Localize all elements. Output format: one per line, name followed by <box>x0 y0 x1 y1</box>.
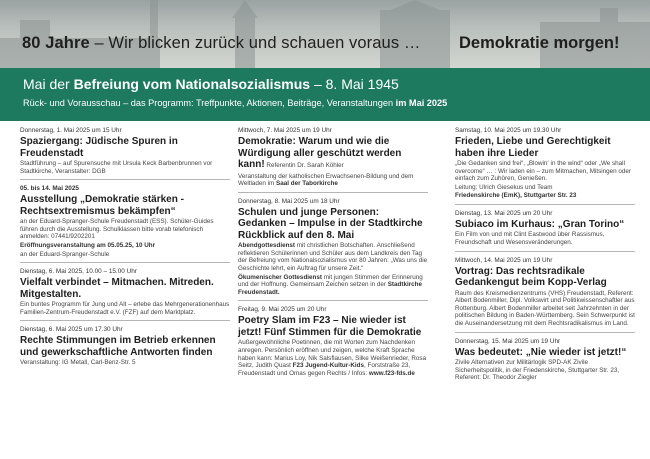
event-title: Vortrag: Das rechtsradikale Gedankengut beim Kopp-Verlag <box>455 265 607 289</box>
event-item <box>20 268 230 321</box>
event-description-text: mit christlichen Botschaften. Anschließend reflektieren Schülerinnen und Schüler aus dem Landkreis den Tag der Befreiung vom Nationalsozialismus vor 80 Jahren: „Was uns die Geschichte lehrt, ein Auftrag für unsere Zeit.“ <box>238 242 428 272</box>
event-location: Saal der Taborkirche <box>276 180 338 188</box>
band-headline-bold: Befreiung vom Nationalsozialismus <box>73 76 311 92</box>
event-description-bold: Abendgottesdienst <box>238 242 296 250</box>
event-title <box>238 136 428 172</box>
event-date: Dienstag, 13. Mai 2025 um 20 Uhr <box>455 209 553 217</box>
event-item <box>20 185 230 263</box>
event-item <box>455 210 635 252</box>
event-date: Donnerstag, 1. Mai 2025 um 15 Uhr <box>20 127 122 134</box>
event-description: Ein Film von und mit Clint Eastwood über Rassismus, Freundschaft und Wesensveränderungen. <box>455 231 605 247</box>
event-description <box>238 339 428 377</box>
band-subheadline <box>23 98 447 108</box>
event-date: Freitag, 9. Mai 2025 um 20 Uhr <box>238 306 327 314</box>
hero-banner <box>0 0 650 68</box>
event-description: Ein buntes Programm für Jung und Alt – erlebe das Mehrgenerationenhaus Familien-Zentrum-Freudenstadt e.V. (FZF) auf dem Marktplatz. <box>20 301 230 316</box>
event-item <box>20 326 230 371</box>
event-leader: Leitung: Ulrich Giesekus und Team <box>455 183 553 191</box>
event-location: an der Eduard-Spranger-Schule <box>20 250 110 258</box>
header-band <box>0 68 650 121</box>
band-subheadline-pre: Rück- und Vorausschau – das Programm: Treffpunkte, Aktionen, Beiträge, Veranstaltungen <box>23 98 396 108</box>
event-title: Was bedeutet: „Nie wieder ist jetzt!“ <box>455 346 627 358</box>
event-description: Stadtführung – auf Spurensuche mit Ursula Keck Barbenbrunnen vor Stadtkirche, Veranstalter: DGB <box>20 160 213 175</box>
event-description-text: Veranstaltung der katholischen Erwachsenen-Bildung und dem Weltladen im <box>238 172 414 188</box>
event-description <box>238 242 428 272</box>
event-description <box>238 173 428 188</box>
event-description: Raum des Kreismedienzentrums (VHS) Freudenstadt, Referent: Albert Bodenmiller, Dipl. Volkswirt und Politikwissenschaftler aus Rottenburg. Albert Bodenmiller arbeitet seit Jahrzehnten in der politischen Bildung in Baden-Württemberg. Sein Schwerpunkt ist die Auseinandersetzung mit dem Rechtsradikalismus im Land. <box>455 289 635 328</box>
event-item <box>455 257 635 333</box>
event-title: Poetry Slam im F23 – Nie wieder ist jetzt! Fünf Stimmen für die Demokratie <box>238 315 422 338</box>
event-date: Mittwoch, 7. Mai 2025 um 19 Uhr <box>238 127 332 134</box>
event-item <box>455 127 635 205</box>
band-headline-pre: Mai der <box>23 76 74 92</box>
event-title: Frieden, Liebe und Gerechtigkeit haben ihre Lieder <box>455 136 611 159</box>
event-description-text: mit jungen Stimmen der Erinnerung und der Hoffnung. Gemeinsam Zeichen setzen in der <box>238 273 423 289</box>
event-title: Schulen und junge Personen: Gedanken – Impulse in der Stadtkirche Rückblick auf den 8. Mai <box>238 206 423 241</box>
event-description: an der Eduard-Spranger-Schule Freudenstadt (ESS). Schüler-Guides führen durch die Ausstellung. Schulklassen bitte vorab telefonisch anmelden: 07441/9202201 <box>20 218 214 241</box>
hero-title-rest: – Wir blicken zurück und schauen voraus … <box>89 34 421 52</box>
program-column-1 <box>20 127 230 376</box>
event-description: Veranstaltung: IG Metall, Carl-Benz-Str. 5 <box>20 359 136 367</box>
event-date: Donnerstag, 15. Mai 2025 um 19 Uhr <box>455 337 561 345</box>
program-column-2 <box>238 127 428 386</box>
event-description: Zivile Alternativen zur Militärlogik SPD-AK Zivile Sicherheitspolitik, in der Friedenskirche, Stuttgarter Str. 23, Referent: Dr. Theodor Ziegler <box>455 359 620 382</box>
event-item <box>238 306 428 381</box>
hero-claim: Demokratie morgen! <box>459 34 620 52</box>
event-title: Vielfalt verbindet – Mitmachen. Mitreden. Mitgestalten. <box>20 277 214 300</box>
band-subheadline-bold: im Mai 2025 <box>395 98 448 108</box>
hero-title-bold: 80 Jahre <box>22 34 90 52</box>
event-date: Mittwoch, 14. Mai 2025 um 19 Uhr <box>455 256 553 264</box>
event-item <box>455 338 635 386</box>
event-title: Spaziergang: Jüdische Spuren in Freudenstadt <box>20 136 178 159</box>
program-column-3 <box>455 127 635 391</box>
event-title-text: Demokratie: Warum und wie die Würdigung aller geschützt werden kann! <box>238 136 402 170</box>
event-item <box>238 198 428 302</box>
event-website-link[interactable]: www.f23-fds.de <box>368 369 415 377</box>
event-referent: Referentin Dr. Sarah Köhler <box>264 162 344 169</box>
event-date: Samstag, 10. Mai 2025 um 19.30 Uhr <box>455 127 562 134</box>
event-opening: Eröffnungsveranstaltung am 05.05.25, 10 Uhr <box>20 241 156 249</box>
event-description-text: , Forststraße 23, Freudenstadt und Omas gegen Rechts / Infos: <box>238 362 411 377</box>
event-title: Subiaco im Kurhaus: „Gran Torino“ <box>455 218 625 230</box>
event-description: „Die Gedanken sind frei“, „Blowin‘ in the wind“ oder „We shall overcome“ … : Wir laden ein – zum Mitmachen, Mitsingen oder einfach zum Zuhören, Genießen. <box>455 160 632 183</box>
event-date: Dienstag, 6. Mai 2025 um 17.30 Uhr <box>20 326 123 334</box>
event-date: Dienstag, 6. Mai 2025, 10.00 – 15.00 Uhr <box>20 268 137 276</box>
event-item <box>238 127 428 193</box>
event-date: 05. bis 14. Mai 2025 <box>20 185 79 193</box>
event-title: Ausstellung „Demokratie stärken - Rechtsextremismus bekämpfen“ <box>20 194 184 217</box>
event-location: Friedenskirche (EmK), Stuttgarter Str. 23 <box>455 192 577 200</box>
event-description-text: Außergewöhnliche Poetinnen, die mit Worten zum Nachdenken anregen. Persönlich eröffnen und zeigen, welche Kraft Sprache haben kann: Marius Loy, Nik Salsflausen, Silke Weißenrieder, Rosa Seitz, Judith Quast <box>238 339 427 370</box>
event-date: Donnerstag, 8. Mai 2025 um 18 Uhr <box>238 197 340 205</box>
band-headline-post: – 8. Mai 1945 <box>310 76 399 92</box>
event-description-bold: Ökumenischer Gottesdienst <box>238 273 322 281</box>
hero-title <box>22 34 420 53</box>
event-item <box>20 127 230 180</box>
event-title: Rechte Stimmungen im Betrieb erkennen und gewerkschaftliche Antworten finden <box>20 335 216 358</box>
event-description <box>238 274 428 297</box>
event-location: Stadtkirche Freudenstadt. <box>238 281 422 296</box>
event-location: F23 Jugend-Kultur-Kids <box>292 362 364 370</box>
band-headline <box>23 76 399 92</box>
